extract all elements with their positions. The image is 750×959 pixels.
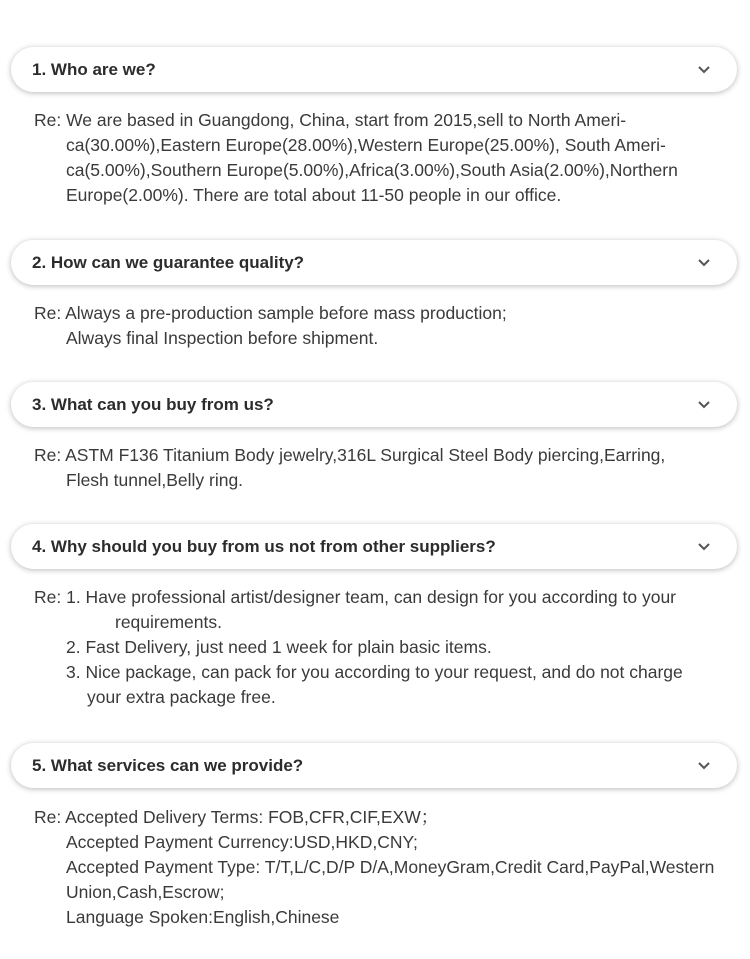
chevron-down-icon[interactable]	[697, 761, 711, 771]
answer-line: Language Spoken:English,Chinese	[66, 907, 340, 927]
faq-header-what-to-buy[interactable]	[11, 382, 737, 427]
faq-answer	[34, 585, 740, 710]
faq-header-quality[interactable]	[11, 240, 737, 285]
faq-answer	[34, 108, 740, 208]
faq-question: 5. What services can we provide?	[32, 755, 304, 775]
answer-line: Flesh tunnel,Belly ring.	[66, 470, 244, 490]
answer-line: Re: We are based in Guangdong, China, start from 2015,sell to North Ameri-	[34, 110, 627, 130]
answer-line: 2. Fast Delivery, just need 1 week for plain basic items.	[66, 637, 492, 657]
chevron-down-icon[interactable]	[697, 65, 711, 75]
chevron-down-icon[interactable]	[697, 258, 711, 268]
answer-line: ca(30.00%),Eastern Europe(28.00%),Western Europe(25.00%), South Ameri-	[66, 135, 666, 155]
chevron-down-icon[interactable]	[697, 542, 711, 552]
answer-line: Re: Always a pre-production sample before mass production;	[34, 303, 507, 323]
answer-line: Re: Accepted Delivery Terms: FOB,CFR,CIF,EXW；	[34, 807, 439, 827]
faq-header-services[interactable]	[11, 743, 737, 788]
faq-question: 4. Why should you buy from us not from other suppliers?	[32, 536, 496, 556]
faq-question: 3. What can you buy from us?	[32, 394, 274, 414]
answer-line: ca(5.00%),Southern Europe(5.00%),Africa(3.00%),South Asia(2.00%),Northern	[66, 160, 678, 180]
answer-line: Union,Cash,Escrow;	[66, 882, 225, 902]
answer-line: Always final Inspection before shipment.	[66, 328, 379, 348]
answer-line: your extra package free.	[87, 687, 276, 707]
answer-line: Europe(2.00%). There are total about 11-50 people in our office.	[66, 185, 562, 205]
faq-header-who-are-we[interactable]	[11, 47, 737, 92]
answer-line: Accepted Payment Currency:USD,HKD,CNY;	[66, 832, 418, 852]
faq-header-why-us[interactable]	[11, 524, 737, 569]
faq-answer	[34, 301, 740, 351]
faq-answer	[34, 443, 740, 493]
answer-line: Re: 1. Have professional artist/designer team, can design for you according to your	[34, 587, 677, 607]
answer-line: Accepted Payment Type: T/T,L/C,D/P D/A,MoneyGram,Credit Card,PayPal,Western	[66, 857, 715, 877]
answer-line: Re: ASTM F136 Titanium Body jewelry,316L Surgical Steel Body piercing,Earring,	[34, 445, 666, 465]
faq-question: 1. Who are we?	[32, 59, 156, 79]
faq-answer	[34, 805, 740, 930]
answer-line: 3. Nice package, can pack for you according to your request, and do not charge	[66, 662, 683, 682]
answer-line: requirements.	[115, 612, 222, 632]
faq-question: 2. How can we guarantee quality?	[32, 252, 305, 272]
chevron-down-icon[interactable]	[697, 400, 711, 410]
